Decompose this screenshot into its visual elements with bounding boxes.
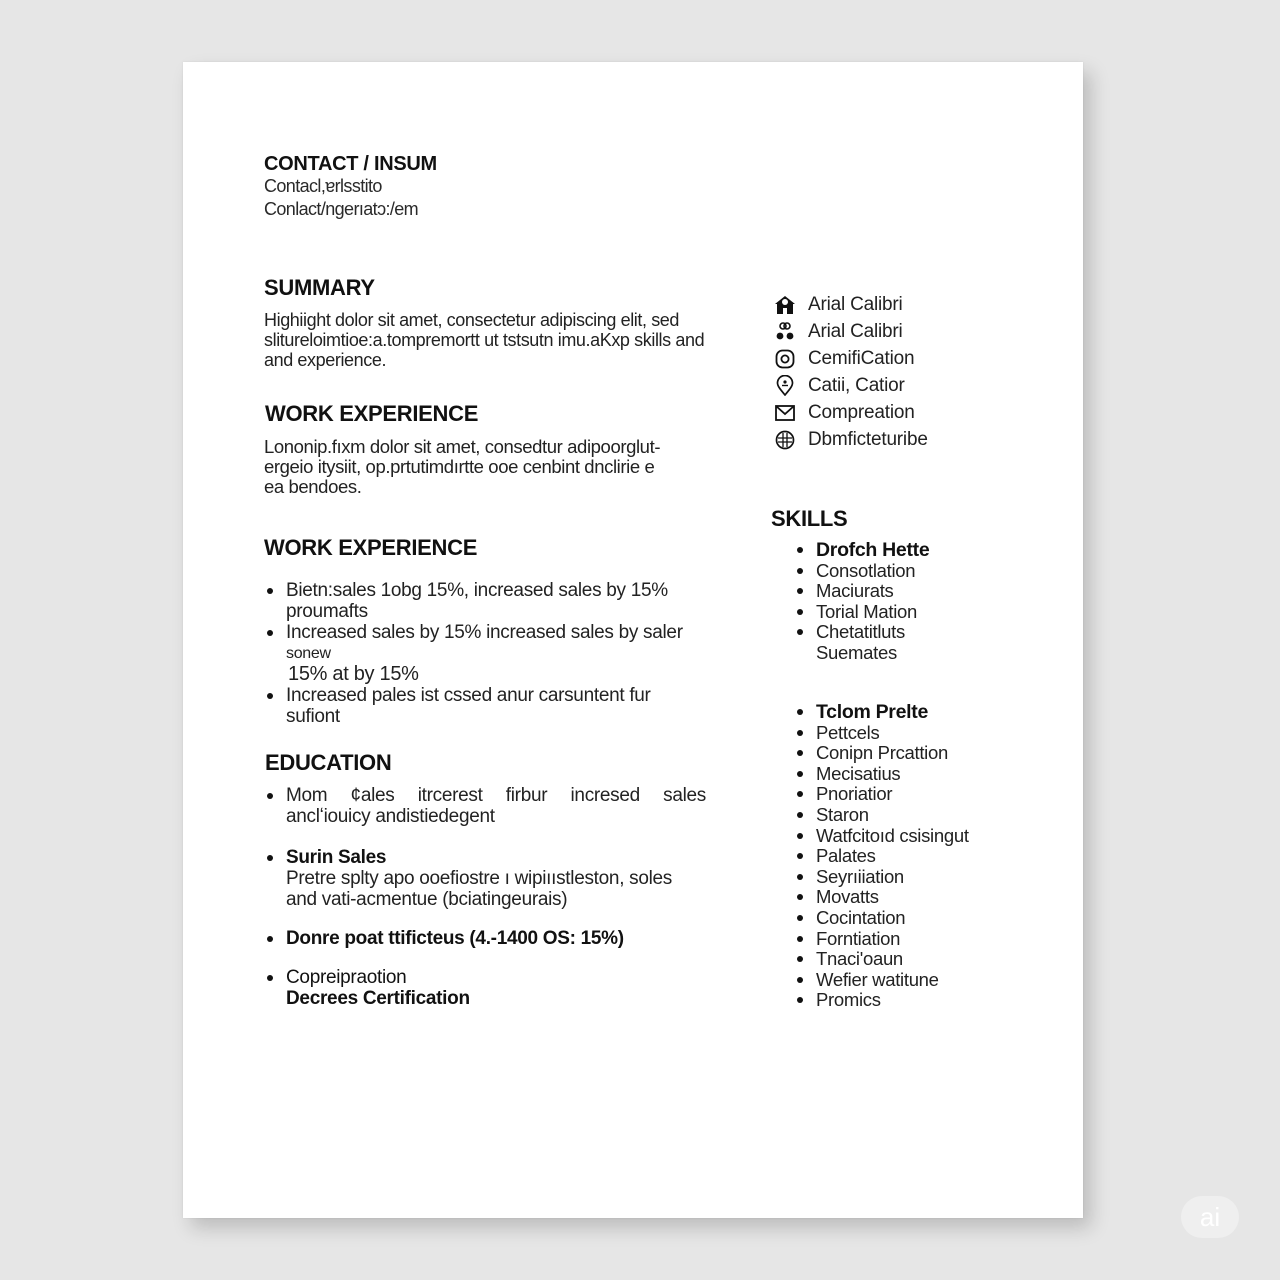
ai-watermark-badge: ai [1181,1196,1239,1238]
work-experience-line: Lononip.fıxm dolor sit amet, consedtur adipoorglut- [264,436,661,457]
education-line: and vati-acmentue (bciatingeurais) [286,889,568,910]
skill-item: Pettcels [794,723,969,744]
work-experience-heading: WORK EXPERIENCE [265,401,479,426]
education-line: anclʻiouicy andistiedegent [286,806,495,827]
home-icon [774,294,796,316]
skill-item: Staron [794,805,969,826]
education-item [264,847,706,910]
contact-row [774,318,928,345]
bullet-line: Increased pales ist cssed anur carsuntent fur [286,685,651,706]
summary-line: Highiight dolor sit amet, consectetur adipiscing elit, sed [264,310,680,330]
contact-label: Dbmficteturibe [808,428,928,450]
work-experience-line: ea bendoes. [264,476,362,497]
bullet-line: Bietn:sales 1obg 15%, increased sales by 15% [286,580,668,601]
contact-row [774,372,928,399]
work-experience-bullets [264,580,714,727]
skill-item: Tnaci'oaun [794,949,969,970]
globe-icon [774,429,796,451]
work-experience-line: ergeio itysiit, op.prtutimdırtte ooe cenbint dnclirie e [264,456,655,477]
summary-text [264,310,714,370]
skill-item: Palates [794,846,969,867]
skill-item: Mecisatius [794,764,969,785]
skill-item: Conipn Prcattion [794,743,969,764]
education-line: Decrees Certification [286,988,470,1009]
work-bullet [264,580,714,622]
summary-heading: SUMMARY [264,275,375,300]
work-experience-heading-2: WORK EXPERIENCE [264,535,478,560]
skill-item: Watfcitoıd csisingut [794,826,969,847]
location-pin-icon [774,375,796,397]
contact-heading: CONTACT / INSUM [264,153,437,175]
skill-item: Forntiation [794,929,969,950]
people-icon [774,321,796,343]
skills-list-1 [794,540,929,664]
education-heading: EDUCATION [265,750,392,775]
skill-item: Seyrıiiation [794,867,969,888]
skill-item: Wefier watitune [794,970,969,991]
summary-line: slitureloimtioe:a.tompremortt ut tstsutn imu.aKxp skills and [264,330,705,350]
mail-icon [774,402,796,424]
skill-item: Pnoriatior [794,784,969,805]
education-item [264,785,706,827]
education-line: Copreipraotion [286,967,407,988]
work-experience-text [264,437,714,497]
skill-item: Movatts [794,887,969,908]
skill-item: Tclom Prelte [794,702,969,723]
certificate-icon [774,348,796,370]
skill-item: Chetatitluts [794,622,929,643]
skill-item: Consotlation [794,561,929,582]
work-bullet-continuation [264,664,714,685]
contact-info-list [774,291,928,453]
skill-item: Drofch Hette [794,540,929,561]
bullet-line: sonew [286,645,331,662]
education-line: Pretre splty apo ooefiostre ı wipiııstleston, soles [286,868,673,889]
skill-item: Cocintation [794,908,969,929]
work-bullet [264,622,714,664]
education-line: Mom ¢ales itrcerest firbur incresed sales [286,785,706,806]
contact-label: Arial Calibri [808,293,903,315]
contact-row [774,399,928,426]
work-bullet [264,685,714,727]
skill-item: Suemates [816,641,897,663]
education-item-heading: Surin Sales [286,847,387,868]
contact-line-1: Contacl,ɐrlsstito [264,176,382,196]
contact-row [774,345,928,372]
contact-label: CemifiCation [808,347,915,369]
contact-label: Compreation [808,401,915,423]
contact-label: Catii, Catior [808,374,905,396]
skill-item: Promics [794,990,969,1011]
bullet-line: sufiont [286,706,340,727]
skills-list-2 [794,702,969,1011]
education-item [264,928,706,949]
contact-line-2: Conlact/ngerıatɔ:/em [264,199,419,219]
contact-row [774,291,928,318]
bullet-line: proumafts [286,601,368,622]
skill-item: Torial Mation [794,602,929,623]
summary-line: and experience. [264,350,387,370]
education-list [264,785,706,1009]
education-item-heading: Donre poat ttificteus (4.-1400 OS: 15%) [286,928,624,949]
contact-row [774,426,928,453]
bullet-line: 15% at by 15% [288,663,419,685]
education-item [264,967,706,1009]
bullet-line: Increased sales by 15% increased sales by saler [286,622,683,643]
contact-label: Arial Calibri [808,320,903,342]
skill-item: Maciurats [794,581,929,602]
skills-heading: SKILLS [771,506,848,531]
resume-page [183,62,1083,1218]
